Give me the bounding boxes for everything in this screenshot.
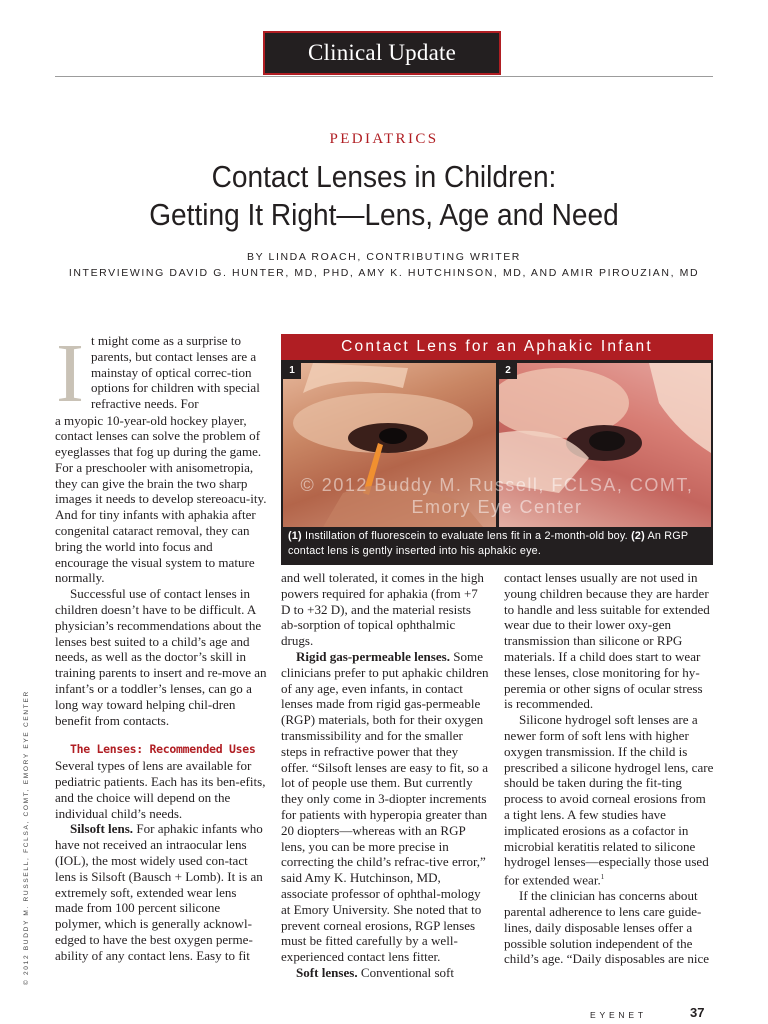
paragraph: Several types of lens are available for pediatric patients. Each has its ben-efits, and the choice will depend on the individual child’s needs.	[55, 758, 266, 821]
paragraph: Successful use of contact lenses in children doesn’t have to be difficult. A physician’s recommendations about the lenses best suited to a child’s age and needs, as well as the doctor’s skill in training parents to insert and re-move an infant’s or a toddler’s lenses, can go a long way toward helping chil-dren benefit from contacts.	[55, 586, 267, 728]
section-title: Clinical Update	[308, 40, 456, 65]
column-3	[504, 570, 714, 967]
section-header-box	[263, 31, 501, 75]
intro-top-text: t might come as a surprise to parents, but contact lenses are a mainstay of optical correc-tion options for children with special refractive needs. For	[91, 333, 260, 412]
drop-cap: I	[56, 327, 84, 420]
soft-label: Soft lenses.	[296, 964, 358, 980]
page-number: 37	[690, 1005, 705, 1020]
paragraph-rgp: Rigid gas-permeable lenses. Some clinicians prefer to put aphakic children of any age, even infants, in contact lenses made from rigid gas-permeable (RGP) materials, both for their oxygen transmissibility and for the smaller steps in refractive power that they offer. “Silsoft lenses are easy to fit, so a lot of people use them. But currently they only come in 3-diopter increments for patients with hyperopia greater than 20 diopters—whereas with an RGP lens, you can be more precise in correcting the child’s refrac-tive error,” said Amy K. Hutchinson, MD, associate professor of ophthal-mology at Emory University. She noted that to prevent corneal erosions, RGP lenses must be fitted carefully by a well-experienced contact lens fitter.	[281, 648, 489, 965]
title-line-1: Contact Lenses in Children:	[211, 160, 557, 194]
panel-number-2: 2	[499, 363, 517, 379]
figure-title: Contact Lens for an Aphakic Infant	[281, 334, 713, 360]
article-title	[31, 158, 738, 234]
panel-number-1: 1	[283, 363, 301, 379]
byline: BY LINDA ROACH, CONTRIBUTING WRITER	[247, 251, 521, 263]
title-line-2: Getting It Right—Lens, Age and Need	[149, 198, 619, 232]
column-1	[55, 413, 267, 964]
paragraph: and well tolerated, it comes in the high powers required for aphakia (from +7 D to +32 D), and the material resists ab-sorption of topical ophthalmic drugs.	[281, 570, 484, 649]
category-label: PEDIATRICS	[329, 131, 439, 147]
paragraph: If the clinician has concerns about parental adherence to lens care guide-lines, daily disposable lenses offer a possible solution independent of the child’s age. “Daily disposables are nice	[504, 888, 710, 967]
photo-watermark-line-1: © 2012 Buddy M. Russell, FCLSA, COMT,	[300, 475, 694, 495]
paragraph-silsoft: Silsoft lens. For aphakic infants who have not received an intraocular lens (IOL), the most widely used con-tact lens is Silsoft (Bausch + Lomb). It is an extremely soft, extended wear lens made from 100 percent silicone polymer, which is generally acknowl-edged to have the best oxygen perme-ability of any contact lens. Easy to fit	[55, 821, 263, 963]
header-rule	[55, 76, 713, 77]
photo-credit-vertical: © 2012 BUDDY M. RUSSELL, FCLSA, COMT, EMORY EYE CENTER	[23, 690, 30, 985]
subheading: The Lenses: Recommended Uses	[70, 742, 256, 757]
footer-brand: EYENET	[590, 1010, 647, 1020]
paragraph: contact lenses usually are not used in young children because they are harder to handle and less suitable for extended wear due to their lower oxy-gen transmission than silicone or RPG materials. If a child does start to wear these lenses, close monitoring for hy-peremia or other signs of ocular stress is recommended.	[504, 570, 710, 712]
silsoft-label: Silsoft lens.	[70, 821, 134, 837]
paragraph-soft: Soft lenses. Conventional soft	[296, 964, 455, 980]
interviewing-line: INTERVIEWING DAVID G. HUNTER, MD, PHD, AMY K. HUTCHINSON, MD, AND AMIR PIROUZIAN, MD	[68, 267, 700, 279]
intro-paragraph: a myopic 10-year-old hockey player, contact lenses can solve the problem of eyeglasses that fog up during the game. For a preschooler with anisometropia, they can give the brain the two sharp images it needs to develop stereoacu-ity. And for tiny infants with aphakia after congenital cataract removal, they can bring the world into focus and encourage the visual system to mature normally.	[55, 412, 267, 586]
column-2	[281, 570, 489, 981]
footnote-ref: 1	[600, 873, 605, 882]
paragraph: Silicone hydrogel soft lenses are a newer form of soft lens with higher oxygen transmission. If the child is prescribed a silicone hydrogel lens, care should be taken during the fit-ting process to avoid corneal erosions from a tight lens. A few studies have implicated erosions as a cofactor in microbial keratitis related to silicone hydrogel lenses—especially those used for extended wear.$^1$	[504, 712, 714, 888]
figure-caption: (1) Instillation of fluorescein to evaluate lens fit in a 2-month-old boy. (2) An RGP contact lens is gently inserted into his aphakic eye.	[288, 530, 689, 557]
photo-watermark-line-2: Emory Eye Center	[411, 497, 583, 517]
rgp-label: Rigid gas-permeable lenses.	[296, 648, 451, 664]
